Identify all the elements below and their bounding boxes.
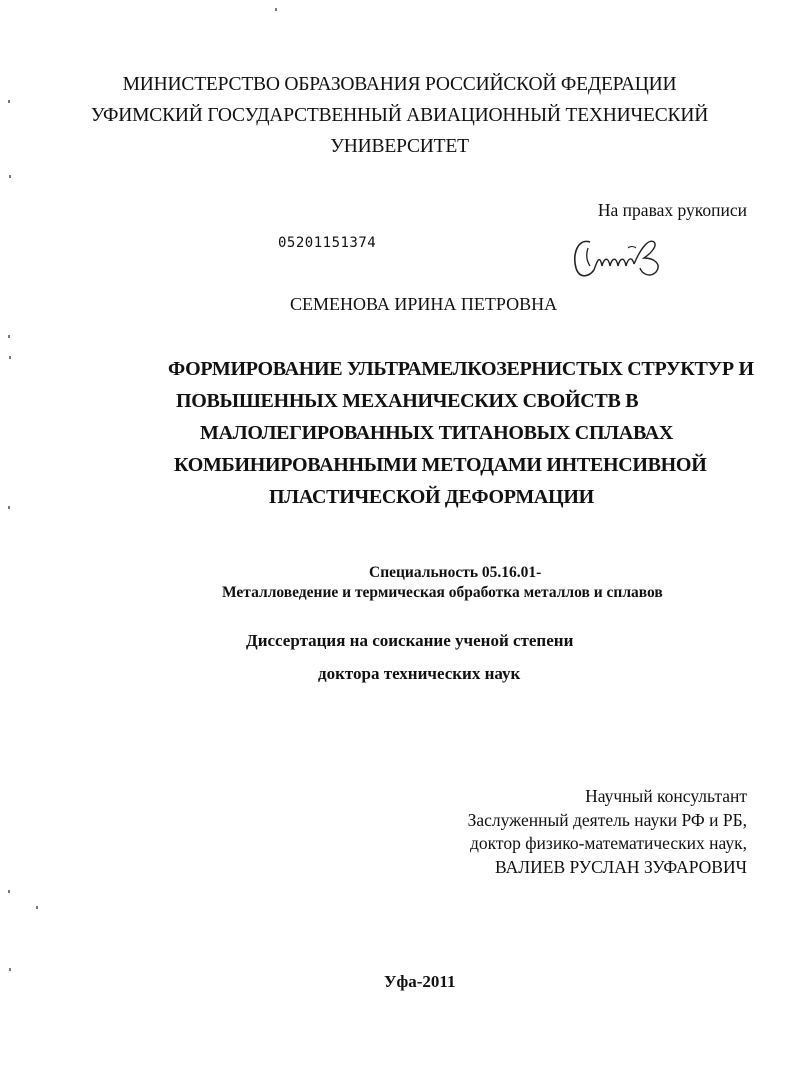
- city-year: Уфа-2011: [384, 972, 456, 991]
- manuscript-rights-note: На правах рукописи: [597, 200, 747, 220]
- author-name: СЕМЕНОВА ИРИНА ПЕТРОВНА: [290, 294, 558, 314]
- thesis-title-line-5: ПЛАСТИЧЕСКОЙ ДЕФОРМАЦИИ: [269, 486, 594, 508]
- thesis-title-line-3: МАЛОЛЕГИРОВАННЫХ ТИТАНОВЫХ СПЛАВАХ: [200, 422, 674, 444]
- specialty-code: Специальность 05.16.01-: [369, 564, 542, 581]
- consultant-name: ВАЛИЕВ РУСЛАН ЗУФАРОВИЧ: [495, 856, 747, 877]
- scan-speck: [8, 890, 10, 893]
- specialty-name: Металловедение и термическая обработка металлов и сплавов: [222, 584, 663, 601]
- author-signature: [568, 228, 678, 288]
- thesis-title-line-2: ПОВЫШЕННЫХ МЕХАНИЧЕСКИХ СВОЙСТВ В: [176, 390, 639, 412]
- degree-line-1: Диссертация на соискание ученой степени: [246, 631, 574, 650]
- scan-speck: [8, 335, 10, 338]
- scan-speck: [9, 175, 11, 178]
- consultant-title-1: Заслуженный деятель науки РФ и РБ,: [467, 809, 747, 830]
- scan-speck: [9, 968, 11, 971]
- thesis-title-line-4: КОМБИНИРОВАННЫМИ МЕТОДАМИ ИНТЕНСИВНОЙ: [174, 454, 707, 476]
- thesis-title-line-1: ФОРМИРОВАНИЕ УЛЬТРАМЕЛКОЗЕРНИСТЫХ СТРУКТУР И: [168, 358, 754, 380]
- scan-speck: [36, 906, 38, 909]
- university-heading-line-1: УФИМСКИЙ ГОСУДАРСТВЕННЫЙ АВИАЦИОННЫЙ ТЕХНИЧЕСКИЙ: [90, 105, 709, 126]
- scan-speck: [9, 356, 11, 359]
- university-heading-line-2: УНИВЕРСИТЕТ: [330, 136, 469, 157]
- registration-number: 05201151374: [278, 235, 377, 251]
- ministry-heading: МИНИСТЕРСТВО ОБРАЗОВАНИЯ РОССИЙСКОЙ ФЕДЕРАЦИИ: [122, 74, 677, 95]
- degree-line-2: доктора технических наук: [318, 664, 521, 683]
- consultant-role: Научный консультант: [585, 786, 747, 806]
- consultant-title-2: доктор физико-математических наук,: [470, 833, 747, 853]
- scan-speck: [8, 506, 10, 509]
- scan-speck: [8, 100, 10, 103]
- scan-speck: [275, 8, 277, 11]
- consultant-block: [468, 785, 747, 879]
